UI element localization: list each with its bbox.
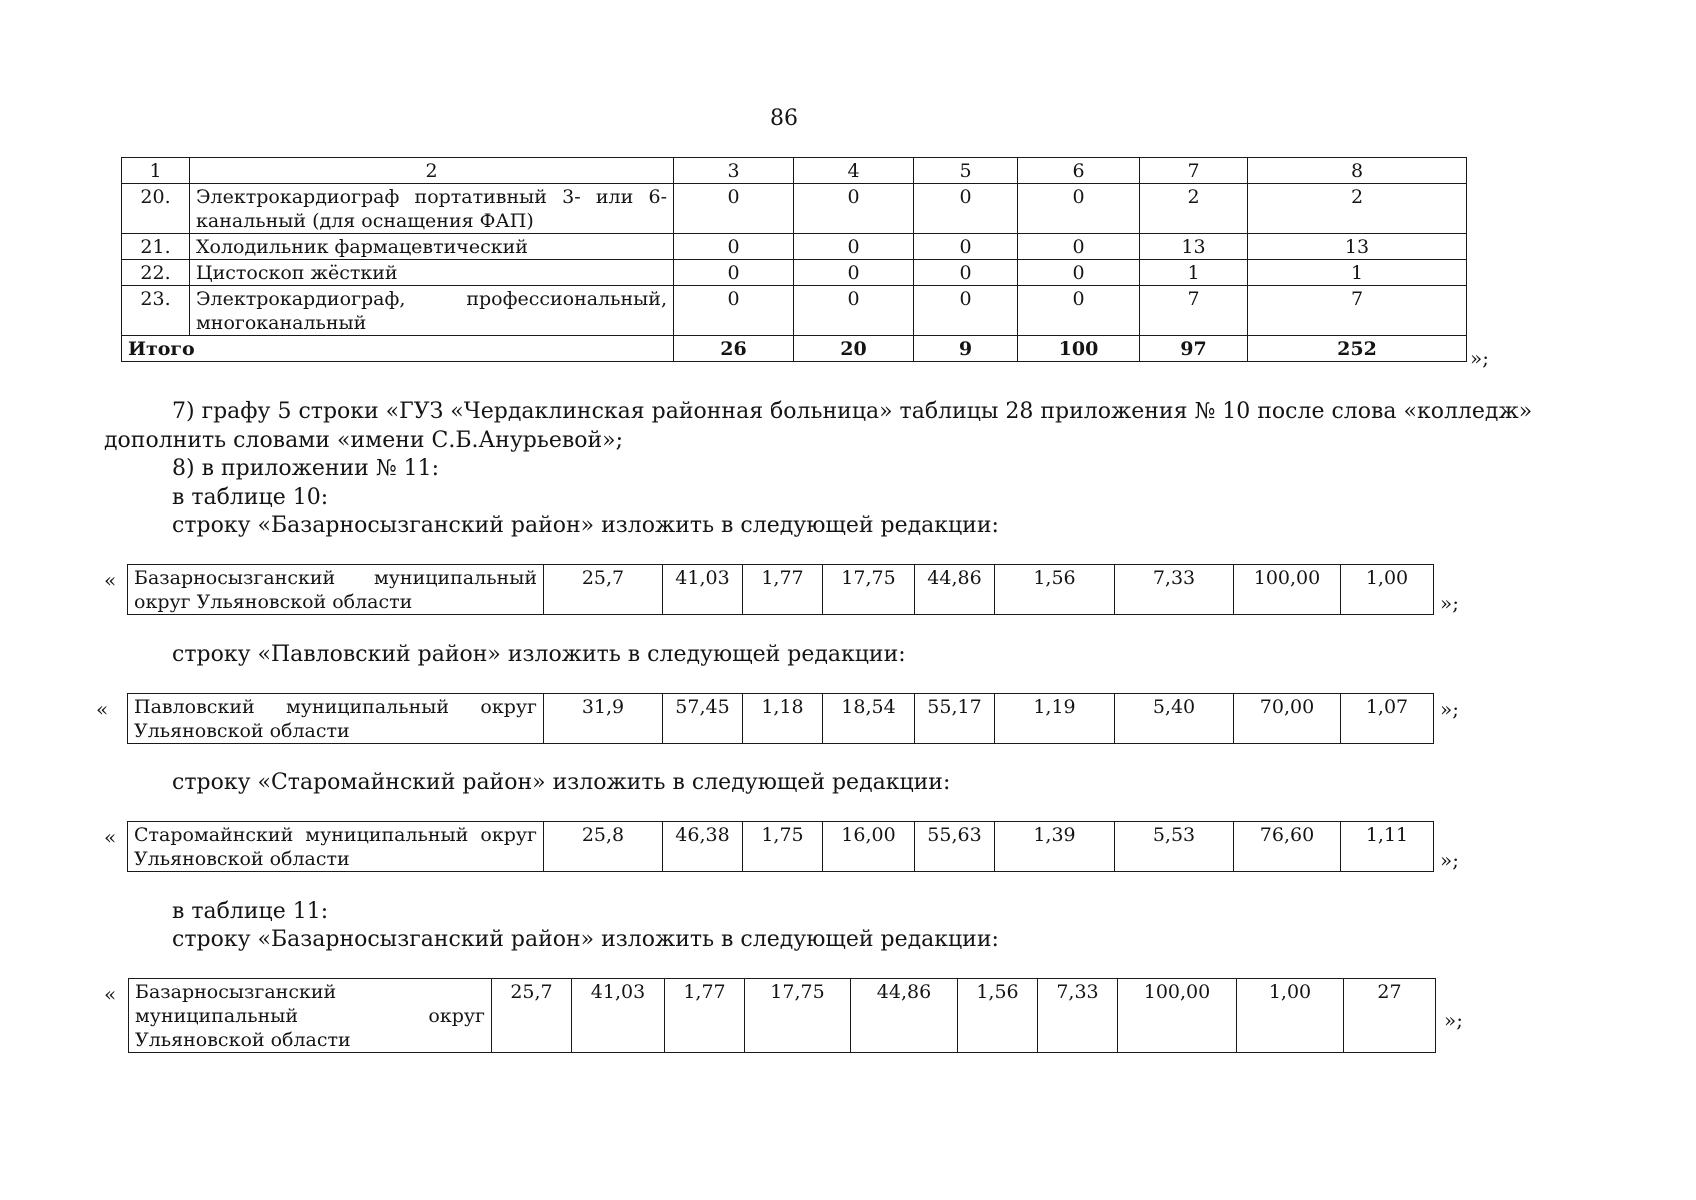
paragraph-7-line2: дополнить словами «имени С.Б.Анурьевой»; [104, 428, 624, 453]
table-row [129, 979, 1436, 1053]
cell-value: 7 [1140, 286, 1248, 336]
row-number: 20. [122, 184, 190, 234]
cell-value: 25,8 [544, 822, 663, 872]
cell-value: 0 [914, 234, 1018, 260]
total-row [122, 336, 1467, 362]
total-value: 252 [1248, 336, 1467, 362]
cell-value: 7,33 [1038, 979, 1118, 1053]
cell-value: 0 [674, 184, 794, 234]
table-row [122, 260, 1467, 286]
cell-value: 2 [1140, 184, 1248, 234]
district-name: Павловский муниципальный округ Ульяновской области [128, 694, 544, 744]
cell-value: 1,18 [743, 694, 823, 744]
cell-value: 1,77 [665, 979, 745, 1053]
closing-quote: »; [1440, 848, 1459, 872]
district-name: Старомайнский муниципальный округ Ульяновской области [128, 822, 544, 872]
table-10-heading: в таблице 10: [172, 485, 329, 510]
table-row [128, 565, 1434, 615]
cell-value: 0 [674, 286, 794, 336]
replacement-row-table [127, 821, 1434, 872]
column-header: 4 [794, 158, 914, 184]
district-name: Базарносызганский муниципальный округ Ульяновской области [129, 979, 492, 1053]
column-header: 1 [122, 158, 190, 184]
cell-value: 1 [1140, 260, 1248, 286]
cell-value: 17,75 [823, 565, 915, 615]
cell-value: 70,00 [1234, 694, 1341, 744]
total-value: 9 [914, 336, 1018, 362]
cell-value: 0 [914, 260, 1018, 286]
cell-value: 0 [794, 184, 914, 234]
cell-value: 16,00 [823, 822, 915, 872]
cell-value: 25,7 [544, 565, 663, 615]
cell-value: 55,63 [915, 822, 995, 872]
cell-value: 0 [794, 260, 914, 286]
cell-value: 0 [1018, 260, 1140, 286]
column-header: 8 [1248, 158, 1467, 184]
replacement-row-table [128, 978, 1436, 1053]
total-value: 20 [794, 336, 914, 362]
cell-value: 44,86 [851, 979, 958, 1053]
cell-value: 76,60 [1234, 822, 1341, 872]
total-label: Итого [122, 336, 674, 362]
table-row [122, 234, 1467, 260]
district-name: Базарносызганский муниципальный округ Ульяновской области [128, 565, 544, 615]
item-name: Электрокардиограф портативный 3- или 6-канальный (для оснащения ФАП) [190, 184, 674, 234]
cell-value: 46,38 [663, 822, 743, 872]
cell-value: 0 [914, 286, 1018, 336]
cell-value: 31,9 [544, 694, 663, 744]
total-value: 26 [674, 336, 794, 362]
replacement-row-table [127, 693, 1434, 744]
table-row [122, 286, 1467, 336]
column-header: 3 [674, 158, 794, 184]
paragraph-8: 8) в приложении № 11: [172, 456, 440, 481]
instruction-text: строку «Базарносызганский район» изложить в следующей редакции: [172, 927, 999, 952]
cell-value: 0 [1018, 286, 1140, 336]
cell-value: 41,03 [572, 979, 665, 1053]
opening-quote: « [104, 982, 117, 1006]
cell-value: 1,56 [995, 565, 1115, 615]
total-value: 100 [1018, 336, 1140, 362]
cell-value: 44,86 [915, 565, 995, 615]
cell-value: 1,00 [1237, 979, 1344, 1053]
cell-value: 100,00 [1118, 979, 1237, 1053]
cell-value: 1 [1248, 260, 1467, 286]
page-number: 86 [770, 106, 798, 131]
total-value: 97 [1140, 336, 1248, 362]
instruction-text: строку «Старомайнский район» изложить в следующей редакции: [172, 770, 951, 795]
cell-value: 1,00 [1341, 565, 1434, 615]
cell-value: 100,00 [1234, 565, 1341, 615]
cell-value: 5,53 [1115, 822, 1234, 872]
cell-value: 0 [1018, 184, 1140, 234]
table-row [122, 184, 1467, 234]
cell-value: 17,75 [745, 979, 851, 1053]
table-row [128, 822, 1434, 872]
cell-value: 1,19 [995, 694, 1115, 744]
cell-value: 0 [914, 184, 1018, 234]
instruction-text: строку «Базарносызганский район» изложить в следующей редакции: [172, 513, 999, 538]
cell-value: 1,56 [958, 979, 1038, 1053]
cell-value: 7,33 [1115, 565, 1234, 615]
instruction-text: строку «Павловский район» изложить в следующей редакции: [172, 642, 906, 667]
cell-value: 27 [1344, 979, 1436, 1053]
replacement-row-table [127, 564, 1434, 615]
cell-value: 1,07 [1341, 694, 1434, 744]
row-number: 21. [122, 234, 190, 260]
cell-value: 0 [794, 234, 914, 260]
closing-quote: »; [1440, 591, 1459, 615]
paragraph-7-line1: 7) графу 5 строки «ГУЗ «Чердаклинская районная больница» таблицы 28 приложения № 10 после слова «колледж» [172, 399, 1533, 424]
opening-quote: « [104, 568, 117, 592]
cell-value: 0 [674, 234, 794, 260]
table-11-heading: в таблице 11: [172, 899, 329, 924]
closing-quote: »; [1470, 346, 1489, 370]
cell-value: 2 [1248, 184, 1467, 234]
cell-value: 55,17 [915, 694, 995, 744]
cell-value: 5,40 [1115, 694, 1234, 744]
cell-value: 1,39 [995, 822, 1115, 872]
cell-value: 1,11 [1341, 822, 1434, 872]
row-number: 23. [122, 286, 190, 336]
table-header-row [122, 158, 1467, 184]
opening-quote: « [104, 825, 117, 849]
cell-value: 0 [1018, 234, 1140, 260]
item-name: Цистоскоп жёсткий [190, 260, 674, 286]
opening-quote: « [96, 697, 109, 721]
cell-value: 0 [794, 286, 914, 336]
cell-value: 0 [674, 260, 794, 286]
column-header: 2 [190, 158, 674, 184]
closing-quote: »; [1444, 1008, 1463, 1032]
cell-value: 25,7 [492, 979, 572, 1053]
item-name: Электрокардиограф, профессиональный, многоканальный [190, 286, 674, 336]
cell-value: 13 [1248, 234, 1467, 260]
cell-value: 1,75 [743, 822, 823, 872]
equipment-table [121, 157, 1467, 362]
cell-value: 57,45 [663, 694, 743, 744]
cell-value: 41,03 [663, 565, 743, 615]
cell-value: 7 [1248, 286, 1467, 336]
table-row [128, 694, 1434, 744]
item-name: Холодильник фармацевтический [190, 234, 674, 260]
cell-value: 18,54 [823, 694, 915, 744]
cell-value: 1,77 [743, 565, 823, 615]
cell-value: 13 [1140, 234, 1248, 260]
closing-quote: »; [1440, 697, 1459, 721]
column-header: 5 [914, 158, 1018, 184]
column-header: 6 [1018, 158, 1140, 184]
column-header: 7 [1140, 158, 1248, 184]
row-number: 22. [122, 260, 190, 286]
